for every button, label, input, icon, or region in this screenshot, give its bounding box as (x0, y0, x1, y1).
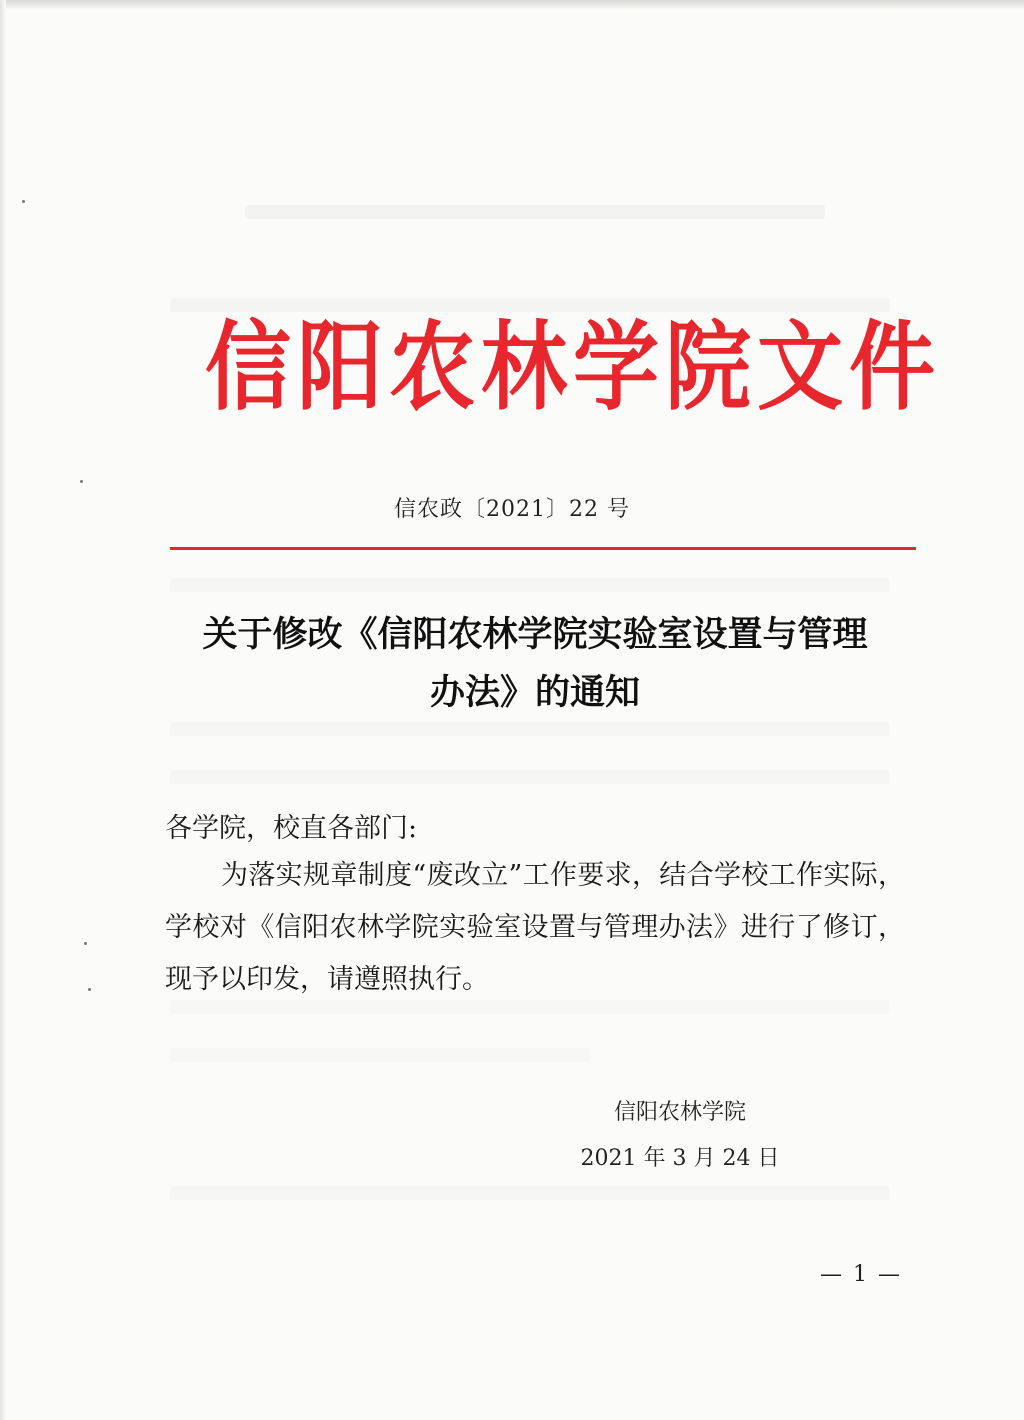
scan-left-edge (0, 0, 6, 1420)
red-divider-rule (170, 547, 916, 550)
notice-body: 为落实规章制度“废改立”工作要求，结合学校工作实际，学校对《信阳农林学院实验室设置与管理办法》进行了修订，现予以印发，请遵照执行。 (165, 860, 905, 995)
signature-block (560, 1090, 800, 1182)
salutation: 各学院，校直各部门: (165, 813, 418, 844)
notice-title-line-1: 关于修改《信阳农林学院实验室设置与管理 (202, 614, 868, 655)
bleed-through-mark (170, 1186, 890, 1200)
signature-date: 2021 年 3 月 24 日 (580, 1146, 780, 1171)
signature-organization: 信阳农林学院 (613, 1100, 746, 1125)
scan-top-edge (0, 0, 1024, 10)
bleed-through-mark (170, 578, 890, 592)
bleed-through-mark (170, 298, 890, 312)
page-number: — 1 — (820, 1262, 902, 1287)
notice-title-line-2: 办法》的通知 (429, 672, 640, 713)
bleed-through-mark (170, 722, 890, 736)
document-number: 信农政〔2021〕22 号 (394, 497, 630, 522)
bleed-through-mark (245, 205, 825, 219)
scan-speck (22, 200, 25, 203)
bleed-through-mark (170, 1048, 590, 1062)
issuer-header-title: 信阳农林学院文件 (205, 312, 941, 424)
bleed-through-mark (170, 770, 890, 784)
scan-speck (84, 942, 87, 945)
scan-speck (88, 988, 91, 991)
scan-speck (80, 480, 83, 483)
notice-title (150, 606, 920, 722)
